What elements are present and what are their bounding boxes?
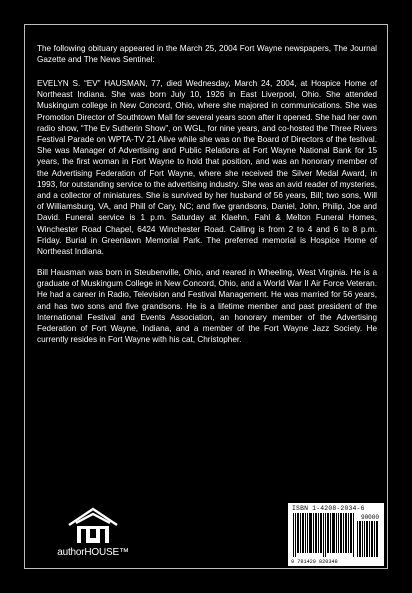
price-barcode-bars: [357, 521, 379, 557]
price-code: 90000: [360, 514, 379, 521]
obituary-paragraph: EVELYN S. “EV” HAUSMAN, 77, died Wednesday, March 24, 2004, at Hospice Home of Northeast Indiana. She was born July 10, 1926 in East Liverpool, Ohio. She attended Muskingum college in New Concord, Ohio, where she majored in communications. She was Promotion Director of Southtown Mall for several years soon after it opened. She had her own radio show, “The Ev Sutherin Show”, on WGL, for nine years, and co-hosted the Three Rivers Festival Parade on WPTA-TV 21 Alive while she was on the Board of Directors of the festival. She was Manager of Advertising and Public Relations at Fort Wayne National Bank for 15 years, the first woman in Fort Wayne to hold that position, and was an honorary member of the Advertising Federation of Fort Wayne, where she received the Silver Medal Award, in 1993, for outstanding service to the advertising industry. She was an avid reader of mysteries, and a collector of miniatures. She is survived by her husband of 56 years, Bill; two sons, Will of Williamsburg, VA, and Phill of Cary, NC; and five grandsons, Daniel, John, Philip, Joe and David. Funeral service is 1 p.m. Saturday at Klaehn, Fahl & Melton Funeral Homes, Winchester Road Chapel, 6424 Winchester Road. Calling is from 2 to 4 and 6 to 8 p.m. Friday. Burial in Greenlawn Memorial Park. The preferred memorial is Hospice Home of Northeast Indiana.: [37, 79, 377, 257]
intro-paragraph: The following obituary appeared in the March 25, 2004 Fort Wayne newspapers, The Journal Gazette and The News Sentinel:: [37, 44, 377, 65]
author-bio-paragraph: Bill Hausman was born in Steubenville, Ohio, and reared in Wheeling, West Virginia. He is a graduate of Muskingum College in New Concord, Ohio, and a World War II Air Force Veteran. He had a career in Radio, Television and Festival Management. He was married for 56 years, and has two sons and five grandsons. He is a lifetime member and past president of the International Festival and Events Association, an honorary member of the Advertising Federation of Fort Wayne, Indiana, and a member of the Fort Wayne Jazz Society. He currently resides in Fort Wayne with his cat, Christopher.: [37, 268, 377, 345]
isbn-barcode: [288, 503, 384, 566]
barcode-bars: [293, 513, 355, 557]
isbn-text: ISBN 1-4208-2034-6: [292, 505, 365, 512]
publisher-logo: [57, 505, 129, 565]
house-logo-icon: [57, 505, 129, 545]
publisher-name: authorHOUSE™: [57, 547, 129, 558]
barcode-digits: 9 781420 820348: [291, 559, 338, 565]
